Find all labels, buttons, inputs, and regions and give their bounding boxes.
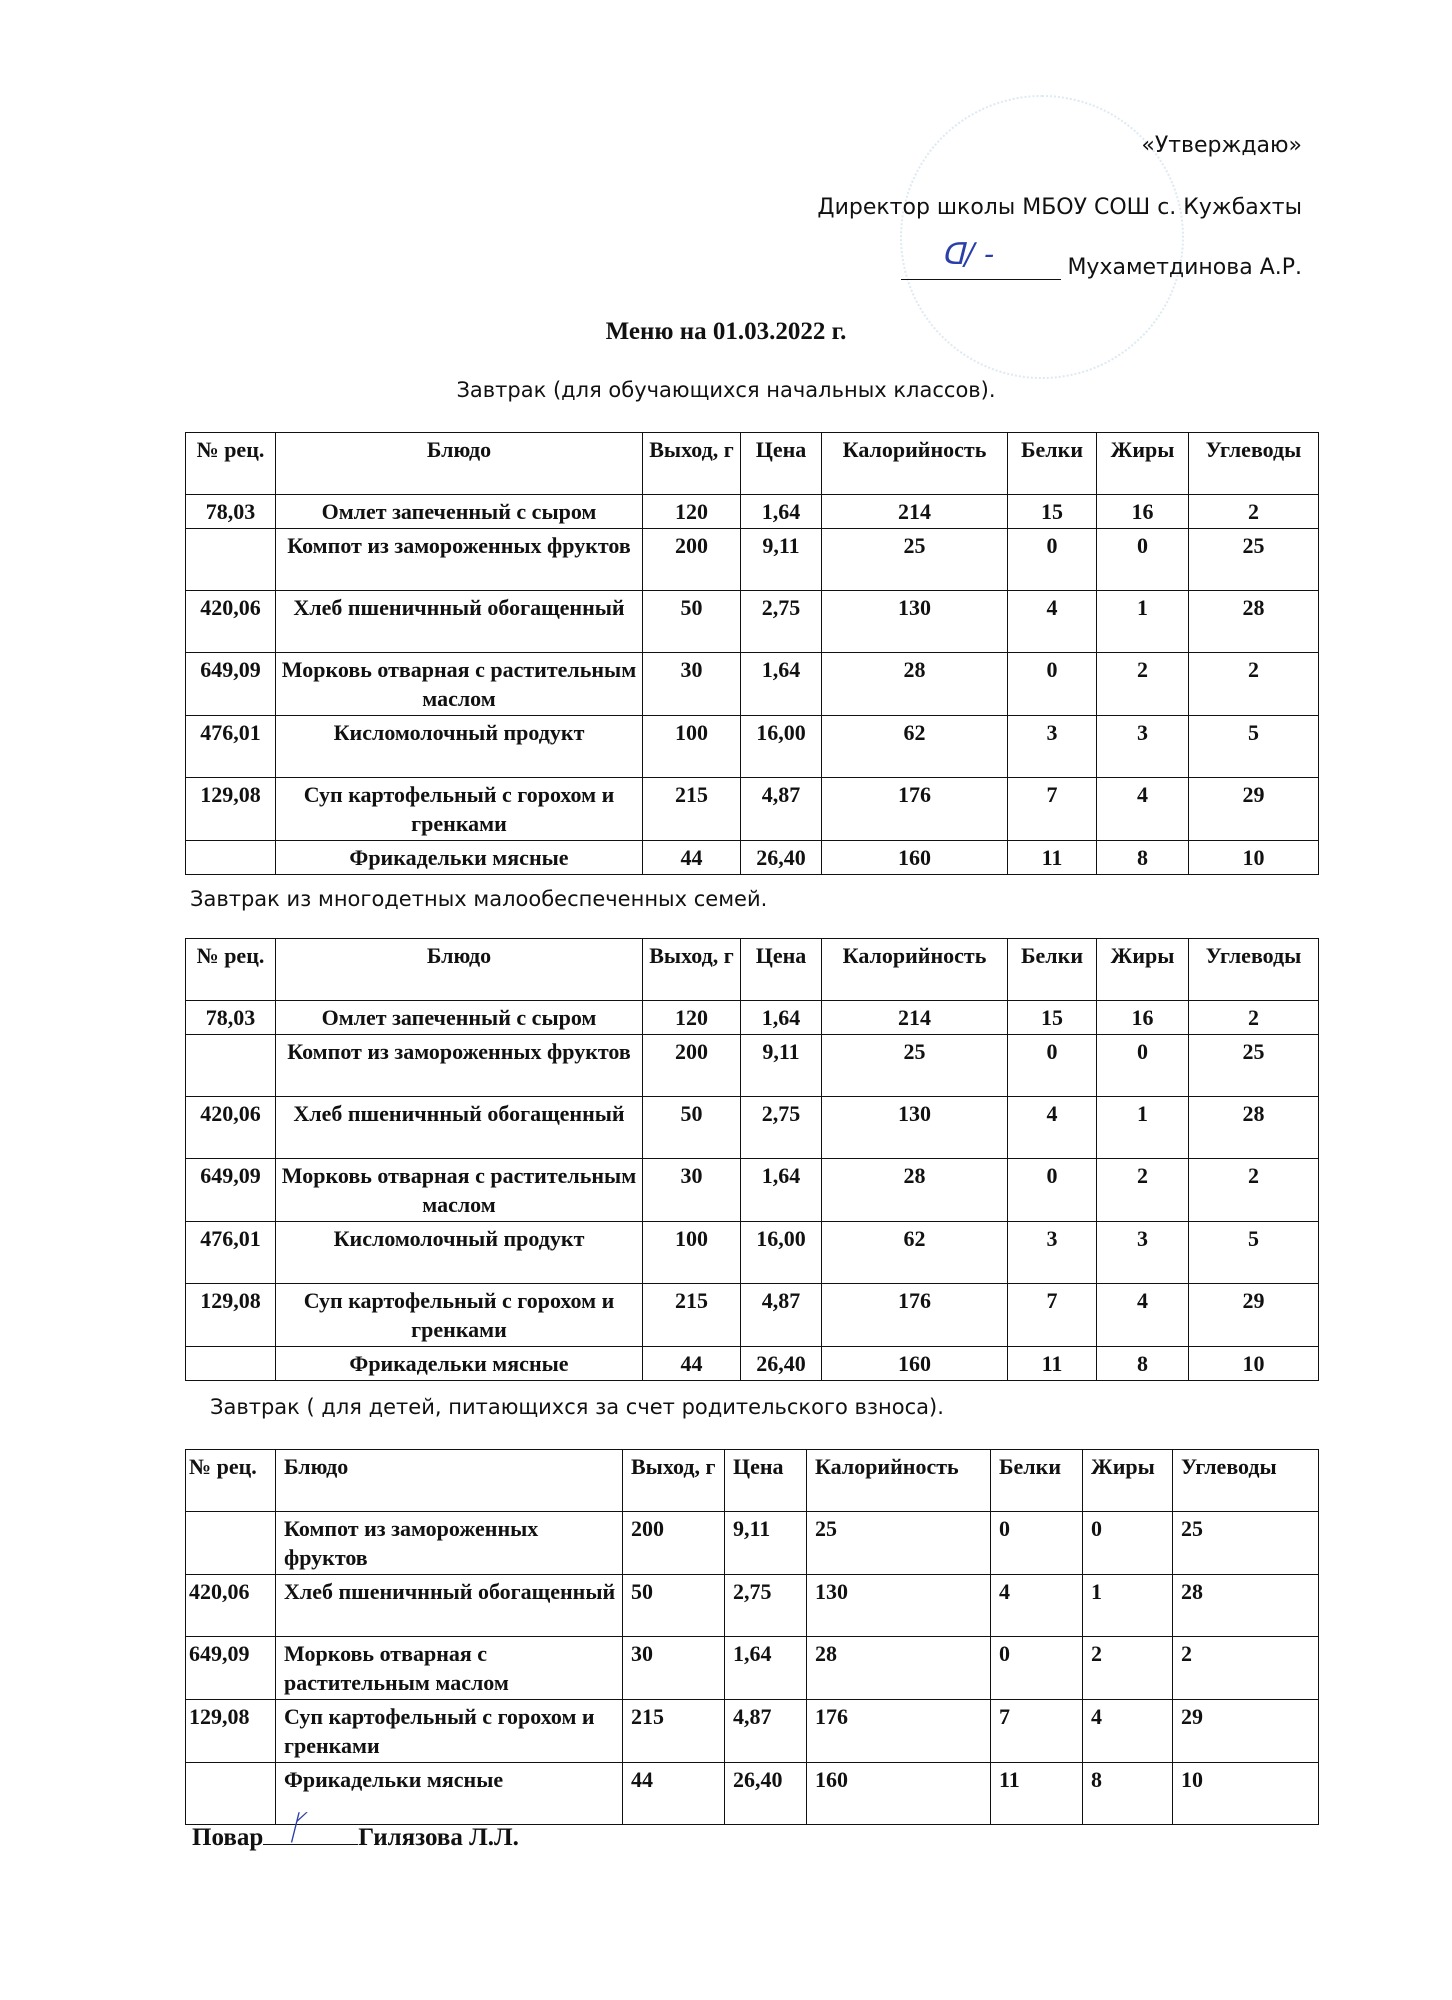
cell-no: 129,08	[186, 1284, 276, 1347]
table-row	[186, 1763, 1319, 1825]
cell-price: 26,40	[741, 1347, 822, 1381]
cell-fat: 0	[1083, 1512, 1173, 1575]
table-row	[186, 653, 1319, 716]
cell-carbs: 25	[1189, 1035, 1319, 1097]
cell-calories: 130	[807, 1575, 991, 1637]
cell-price: 26,40	[725, 1763, 807, 1825]
col-header-no: № рец.	[186, 939, 276, 1001]
cook-signature: ᚴ	[285, 1808, 306, 1848]
cell-protein: 15	[1008, 1001, 1097, 1035]
cell-calories: 214	[822, 495, 1008, 529]
cell-carbs: 2	[1189, 495, 1319, 529]
table-row	[186, 1001, 1319, 1035]
cell-fat: 3	[1097, 716, 1189, 778]
cell-no	[186, 1035, 276, 1097]
cell-protein: 4	[1008, 1097, 1097, 1159]
cell-carbs: 5	[1189, 716, 1319, 778]
approval-heading: «Утверждаю»	[1141, 133, 1302, 158]
cell-protein: 15	[1008, 495, 1097, 529]
cell-price: 4,87	[741, 778, 822, 841]
cell-price: 1,64	[741, 1159, 822, 1222]
table-row	[186, 1637, 1319, 1700]
cell-yield: 44	[643, 841, 741, 875]
table-row	[186, 591, 1319, 653]
cell-protein: 7	[1008, 1284, 1097, 1347]
cell-dish: Фрикадельки мясные	[276, 841, 643, 875]
col-header-yield: Выход, г	[643, 433, 741, 495]
cell-protein: 4	[991, 1575, 1083, 1637]
col-header-calories: Калорийность	[822, 939, 1008, 1001]
cell-yield: 50	[623, 1575, 725, 1637]
cell-no: 129,08	[186, 1700, 276, 1763]
cell-dish: Суп картофельный с горохом и гренками	[276, 1700, 623, 1763]
table-row	[186, 1035, 1319, 1097]
table-row	[186, 778, 1319, 841]
cell-fat: 0	[1097, 1035, 1189, 1097]
col-header-price: Цена	[725, 1450, 807, 1512]
cell-yield: 30	[643, 653, 741, 716]
cell-fat: 0	[1097, 529, 1189, 591]
cell-no: 129,08	[186, 778, 276, 841]
cell-calories: 160	[807, 1763, 991, 1825]
cell-no	[186, 529, 276, 591]
cell-fat: 3	[1097, 1222, 1189, 1284]
cell-yield: 120	[643, 1001, 741, 1035]
col-header-price: Цена	[741, 939, 822, 1001]
cell-yield: 50	[643, 591, 741, 653]
col-header-yield: Выход, г	[643, 939, 741, 1001]
cell-yield: 215	[623, 1700, 725, 1763]
cell-yield: 215	[643, 778, 741, 841]
cell-carbs: 29	[1189, 1284, 1319, 1347]
menu-table-primary	[185, 432, 1319, 875]
cell-no: 649,09	[186, 653, 276, 716]
cell-price: 2,75	[741, 1097, 822, 1159]
cell-price: 9,11	[741, 1035, 822, 1097]
cell-dish: Хлеб пшеничнный обогащенный	[276, 1575, 623, 1637]
col-header-no: № рец.	[186, 433, 276, 495]
cell-dish: Омлет запеченный с сыром	[276, 495, 643, 529]
cell-fat: 8	[1083, 1763, 1173, 1825]
cell-yield: 50	[643, 1097, 741, 1159]
cell-carbs: 2	[1173, 1637, 1319, 1700]
section-heading-1: Завтрак (для обучающихся начальных классов).	[456, 378, 996, 402]
cell-dish: Морковь отварная с растительным маслом	[276, 653, 643, 716]
cell-carbs: 2	[1189, 1159, 1319, 1222]
cell-fat: 4	[1097, 778, 1189, 841]
cell-protein: 3	[1008, 716, 1097, 778]
cook-label: Повар	[192, 1824, 264, 1851]
cell-carbs: 28	[1189, 1097, 1319, 1159]
cell-calories: 214	[822, 1001, 1008, 1035]
col-header-carbs: Углеводы	[1189, 939, 1319, 1001]
cell-carbs: 2	[1189, 653, 1319, 716]
cell-yield: 44	[623, 1763, 725, 1825]
cell-dish: Хлеб пшеничнный обогащенный	[276, 1097, 643, 1159]
cell-protein: 7	[991, 1700, 1083, 1763]
cell-yield: 30	[623, 1637, 725, 1700]
cell-dish: Фрикадельки мясные	[276, 1347, 643, 1381]
cell-dish: Омлет запеченный с сыром	[276, 1001, 643, 1035]
cell-fat: 1	[1097, 591, 1189, 653]
cell-yield: 44	[643, 1347, 741, 1381]
cell-no: 476,01	[186, 1222, 276, 1284]
cell-fat: 8	[1097, 841, 1189, 875]
cell-fat: 4	[1097, 1284, 1189, 1347]
cell-price: 16,00	[741, 1222, 822, 1284]
cell-fat: 1	[1083, 1575, 1173, 1637]
col-header-fat: Жиры	[1097, 433, 1189, 495]
cell-protein: 4	[1008, 591, 1097, 653]
cell-no	[186, 1512, 276, 1575]
cell-yield: 200	[623, 1512, 725, 1575]
section-heading-3: Завтрак ( для детей, питающихся за счет родительского взноса).	[210, 1395, 944, 1419]
col-header-protein: Белки	[991, 1450, 1083, 1512]
cell-carbs: 2	[1189, 1001, 1319, 1035]
cell-carbs: 10	[1189, 841, 1319, 875]
cell-calories: 28	[822, 653, 1008, 716]
cell-carbs: 5	[1189, 1222, 1319, 1284]
cell-calories: 28	[807, 1637, 991, 1700]
cell-carbs: 28	[1189, 591, 1319, 653]
table-row	[186, 716, 1319, 778]
cell-yield: 30	[643, 1159, 741, 1222]
col-header-fat: Жиры	[1097, 939, 1189, 1001]
col-header-protein: Белки	[1008, 939, 1097, 1001]
cell-dish: Компот из замороженных фруктов	[276, 1512, 623, 1575]
cell-calories: 176	[822, 778, 1008, 841]
cell-price: 1,64	[725, 1637, 807, 1700]
director-signature-line	[901, 237, 1061, 280]
cell-no: 78,03	[186, 495, 276, 529]
cell-no	[186, 841, 276, 875]
cell-price: 16,00	[741, 716, 822, 778]
director-signature: ᗡ/ -	[941, 237, 995, 272]
cell-fat: 16	[1097, 1001, 1189, 1035]
cell-price: 4,87	[725, 1700, 807, 1763]
table-row	[186, 1159, 1319, 1222]
table-header-row	[186, 433, 1319, 495]
col-header-yield: Выход, г	[623, 1450, 725, 1512]
cell-fat: 16	[1097, 495, 1189, 529]
cell-protein: 11	[991, 1763, 1083, 1825]
approval-position: Директор школы МБОУ СОШ с. Кужбахты	[817, 195, 1302, 220]
col-header-calories: Калорийность	[807, 1450, 991, 1512]
section-heading-2: Завтрак из многодетных малообеспеченных семей.	[190, 887, 768, 911]
cell-fat: 4	[1083, 1700, 1173, 1763]
cell-price: 2,75	[725, 1575, 807, 1637]
cell-fat: 2	[1083, 1637, 1173, 1700]
cell-protein: 0	[991, 1512, 1083, 1575]
table-row	[186, 529, 1319, 591]
cook-name: Гилязова Л.Л.	[358, 1824, 519, 1851]
cell-carbs: 28	[1173, 1575, 1319, 1637]
cell-price: 9,11	[725, 1512, 807, 1575]
cell-yield: 200	[643, 529, 741, 591]
cook-signature-line	[263, 1808, 358, 1848]
cell-price: 2,75	[741, 591, 822, 653]
cell-yield: 120	[643, 495, 741, 529]
cell-yield: 100	[643, 716, 741, 778]
table-header-row	[186, 1450, 1319, 1512]
col-header-dish: Блюдо	[276, 939, 643, 1001]
cell-protein: 0	[991, 1637, 1083, 1700]
table-row	[186, 1284, 1319, 1347]
cell-price: 4,87	[741, 1284, 822, 1347]
cell-no	[186, 1347, 276, 1381]
cell-calories: 28	[822, 1159, 1008, 1222]
cell-calories: 160	[822, 1347, 1008, 1381]
cell-price: 26,40	[741, 841, 822, 875]
table-row	[186, 1575, 1319, 1637]
page-title: Меню на 01.03.2022 г.	[605, 318, 847, 345]
cell-calories: 25	[807, 1512, 991, 1575]
cell-dish: Морковь отварная с растительным маслом	[276, 1159, 643, 1222]
menu-table-large-families	[185, 938, 1319, 1381]
cell-calories: 176	[822, 1284, 1008, 1347]
table-row	[186, 1700, 1319, 1763]
cell-dish: Кисломолочный продукт	[276, 716, 643, 778]
cell-price: 1,64	[741, 1001, 822, 1035]
cell-price: 1,64	[741, 495, 822, 529]
cell-no: 649,09	[186, 1637, 276, 1700]
cell-dish: Компот из замороженных фруктов	[276, 1035, 643, 1097]
cell-fat: 8	[1097, 1347, 1189, 1381]
col-header-fat: Жиры	[1083, 1450, 1173, 1512]
table-row	[186, 1097, 1319, 1159]
cell-calories: 176	[807, 1700, 991, 1763]
cell-dish: Суп картофельный с горохом и гренками	[276, 778, 643, 841]
cell-fat: 1	[1097, 1097, 1189, 1159]
col-header-no: № рец.	[186, 1450, 276, 1512]
col-header-price: Цена	[741, 433, 822, 495]
cell-fat: 2	[1097, 1159, 1189, 1222]
cell-calories: 25	[822, 529, 1008, 591]
table-row	[186, 1222, 1319, 1284]
cell-dish: Кисломолочный продукт	[276, 1222, 643, 1284]
approval-signature-block	[901, 237, 1302, 280]
cell-dish: Компот из замороженных фруктов	[276, 529, 643, 591]
cell-price: 1,64	[741, 653, 822, 716]
cell-carbs: 29	[1189, 778, 1319, 841]
cell-price: 9,11	[741, 529, 822, 591]
col-header-dish: Блюдо	[276, 1450, 623, 1512]
cook-signature-block	[192, 1808, 519, 1852]
cell-protein: 0	[1008, 1159, 1097, 1222]
director-name: Мухаметдинова А.Р.	[1067, 255, 1302, 280]
cell-no: 420,06	[186, 1097, 276, 1159]
table-header-row	[186, 939, 1319, 1001]
col-header-dish: Блюдо	[276, 433, 643, 495]
table-row	[186, 841, 1319, 875]
cell-carbs: 10	[1189, 1347, 1319, 1381]
cell-carbs: 25	[1189, 529, 1319, 591]
cell-calories: 62	[822, 716, 1008, 778]
cell-no: 420,06	[186, 1575, 276, 1637]
cell-no: 649,09	[186, 1159, 276, 1222]
cell-protein: 0	[1008, 653, 1097, 716]
cell-calories: 130	[822, 1097, 1008, 1159]
col-header-carbs: Углеводы	[1173, 1450, 1319, 1512]
cell-dish: Морковь отварная с растительным маслом	[276, 1637, 623, 1700]
cell-protein: 7	[1008, 778, 1097, 841]
cell-no	[186, 1763, 276, 1825]
cell-yield: 100	[643, 1222, 741, 1284]
cell-dish: Хлеб пшеничнный обогащенный	[276, 591, 643, 653]
cell-no: 476,01	[186, 716, 276, 778]
col-header-calories: Калорийность	[822, 433, 1008, 495]
cell-yield: 200	[643, 1035, 741, 1097]
cell-calories: 130	[822, 591, 1008, 653]
cell-dish: Фрикадельки мясные	[276, 1763, 623, 1825]
table-row	[186, 495, 1319, 529]
cell-calories: 25	[822, 1035, 1008, 1097]
table-row	[186, 1347, 1319, 1381]
cell-fat: 2	[1097, 653, 1189, 716]
cell-no: 420,06	[186, 591, 276, 653]
cell-protein: 11	[1008, 841, 1097, 875]
cell-protein: 0	[1008, 1035, 1097, 1097]
menu-table-parent-paid	[185, 1449, 1319, 1825]
cell-carbs: 25	[1173, 1512, 1319, 1575]
cell-protein: 0	[1008, 529, 1097, 591]
cell-dish: Суп картофельный с горохом и гренками	[276, 1284, 643, 1347]
cell-yield: 215	[643, 1284, 741, 1347]
cell-protein: 3	[1008, 1222, 1097, 1284]
table-row	[186, 1512, 1319, 1575]
cell-no: 78,03	[186, 1001, 276, 1035]
cell-calories: 160	[822, 841, 1008, 875]
cell-calories: 62	[822, 1222, 1008, 1284]
cell-carbs: 10	[1173, 1763, 1319, 1825]
col-header-carbs: Углеводы	[1189, 433, 1319, 495]
cell-carbs: 29	[1173, 1700, 1319, 1763]
col-header-protein: Белки	[1008, 433, 1097, 495]
cell-protein: 11	[1008, 1347, 1097, 1381]
